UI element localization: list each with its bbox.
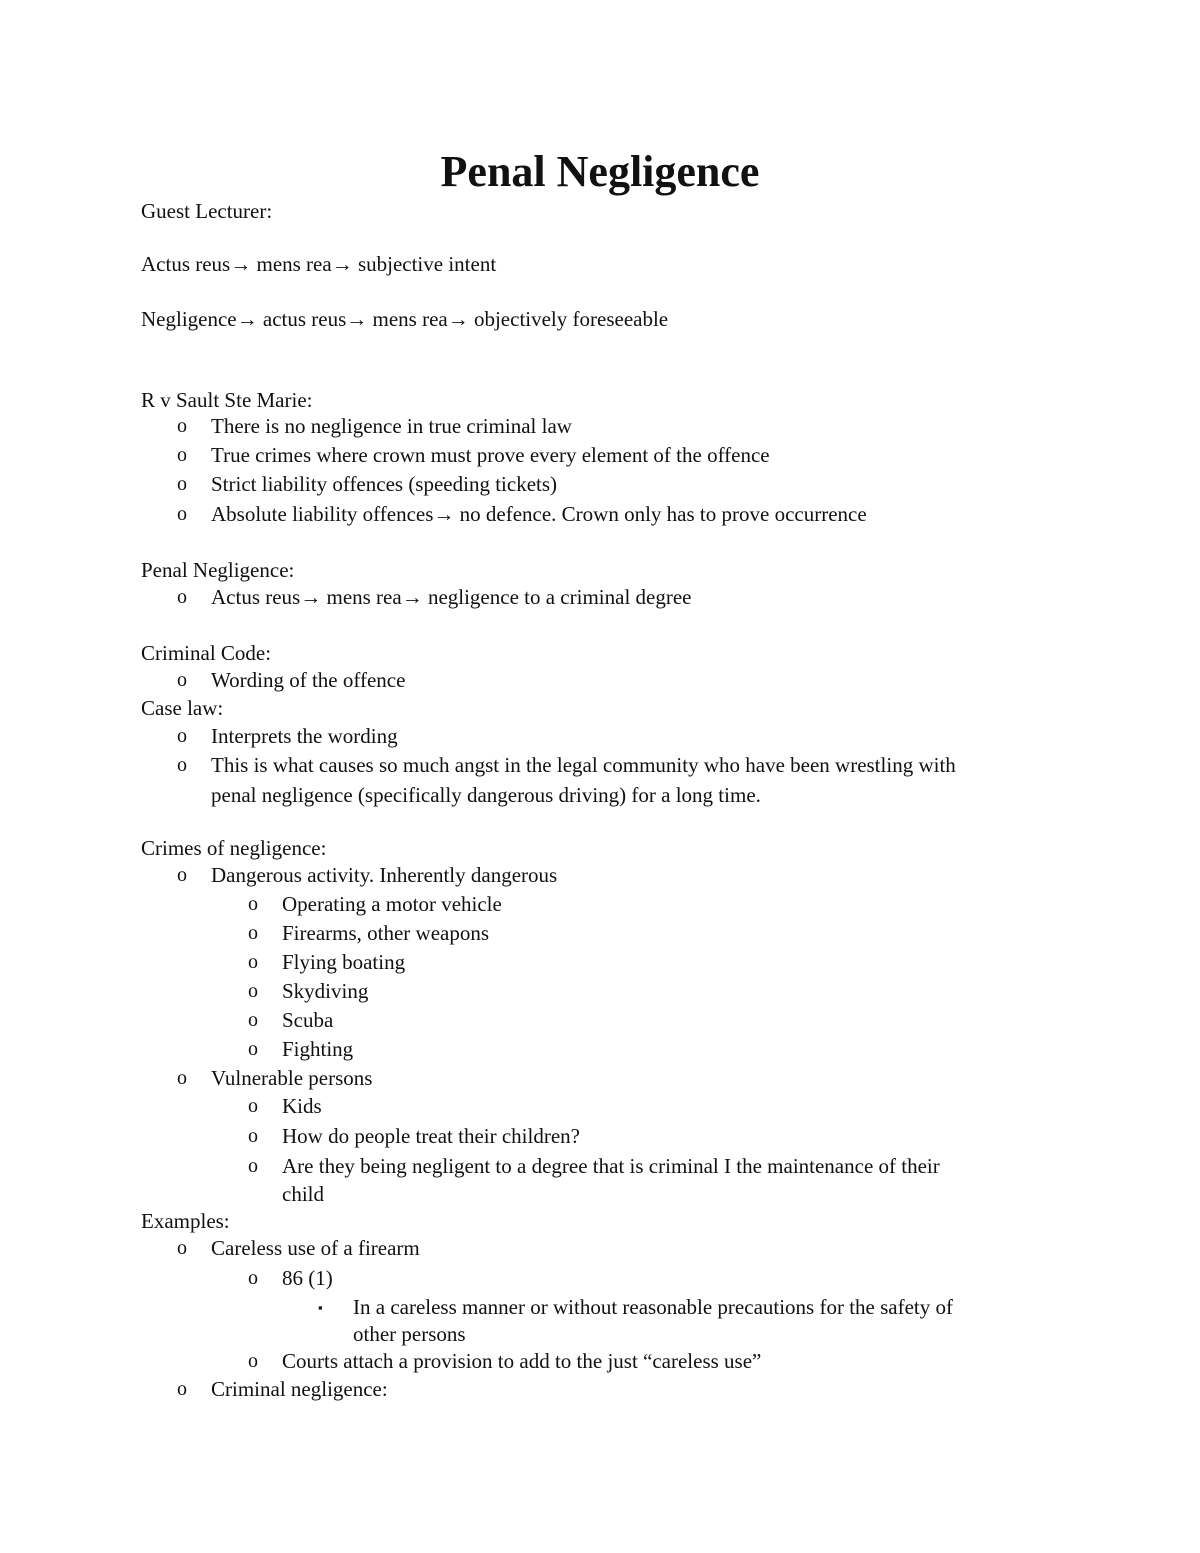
section-detail: In a careless manner or without reasonable precautions for the safety of — [353, 1295, 954, 1319]
section-86-1: 86 (1) — [282, 1266, 333, 1290]
sub-bullet-icon: o — [248, 922, 258, 944]
sub-bullet-icon: o — [248, 1125, 258, 1147]
dangerous-item-4: Skydiving — [282, 979, 369, 1003]
bullet-icon: o — [177, 864, 187, 886]
bullet-icon: o — [177, 669, 187, 691]
penal-heading: Penal Negligence: — [141, 558, 295, 582]
sub-bullet-icon: o — [248, 980, 258, 1002]
vulnerable-item-2: How do people treat their children? — [282, 1124, 580, 1148]
caselaw-item-2-continued: penal negligence (specifically dangerous driving) for a long time. — [211, 783, 761, 807]
sault-item-3: Strict liability offences (speeding tickets) — [211, 472, 558, 496]
bullet-icon: o — [177, 503, 187, 525]
sub-bullet-icon: o — [248, 1155, 258, 1177]
sub-bullet-icon: o — [248, 1350, 258, 1372]
vulnerable-item-3: Are they being negligent to a degree that is criminal I the maintenance of their — [282, 1154, 940, 1178]
caselaw-item-1: Interprets the wording — [211, 724, 398, 748]
bullet-icon: o — [177, 444, 187, 466]
dangerous-item-2: Firearms, other weapons — [282, 921, 490, 945]
dangerous-item-1: Operating a motor vehicle — [282, 892, 502, 916]
vulnerable-persons: Vulnerable persons — [211, 1066, 373, 1090]
dangerous-item-6: Fighting — [282, 1037, 354, 1061]
crimes-heading: Crimes of negligence: — [141, 836, 327, 860]
bullet-icon: o — [177, 1237, 187, 1259]
sub-bullet-icon: o — [248, 1009, 258, 1031]
penal-item-1: Actus reus→ mens rea→ negligence to a criminal degree — [211, 585, 692, 609]
dangerous-activity: Dangerous activity. Inherently dangerous — [211, 863, 558, 887]
examples-heading: Examples: — [141, 1209, 230, 1233]
careless-use: Careless use of a firearm — [211, 1236, 420, 1260]
caselaw-item-2: This is what causes so much angst in the legal community who have been wrestling with — [211, 753, 956, 777]
criminal-negligence: Criminal negligence: — [211, 1377, 388, 1401]
sault-item-1: There is no negligence in true criminal law — [211, 414, 572, 438]
section-detail-continued: other persons — [353, 1322, 466, 1346]
guest-lecturer-label: Guest Lecturer: — [141, 199, 273, 223]
actus-reus-line: Actus reus→ mens rea→ subjective intent — [141, 252, 497, 276]
sault-heading: R v Sault Ste Marie: — [141, 388, 313, 412]
bullet-icon: o — [177, 754, 187, 776]
vulnerable-item-3-continued: child — [282, 1182, 324, 1206]
sub-bullet-icon: o — [248, 951, 258, 973]
caselaw-heading: Case law: — [141, 696, 224, 720]
sub-bullet-icon: o — [248, 1267, 258, 1289]
dangerous-item-3: Flying boating — [282, 950, 406, 974]
bullet-icon: o — [177, 586, 187, 608]
courts-provision: Courts attach a provision to add to the just “careless use” — [282, 1349, 762, 1373]
sault-item-2: True crimes where crown must prove every element of the offence — [211, 443, 770, 467]
vulnerable-item-1: Kids — [282, 1094, 322, 1118]
bullet-icon: o — [177, 415, 187, 437]
square-bullet-icon: ▪ — [318, 1300, 323, 1315]
bullet-icon: o — [177, 1067, 187, 1089]
dangerous-item-5: Scuba — [282, 1008, 334, 1032]
code-item-1: Wording of the offence — [211, 668, 406, 692]
negligence-line: Negligence→ actus reus→ mens rea→ objectively foreseeable — [141, 307, 669, 331]
sub-bullet-icon: o — [248, 1095, 258, 1117]
sub-bullet-icon: o — [248, 1038, 258, 1060]
bullet-icon: o — [177, 725, 187, 747]
code-heading: Criminal Code: — [141, 641, 272, 665]
page-title: Penal Negligence — [440, 147, 760, 196]
sub-bullet-icon: o — [248, 893, 258, 915]
sault-item-4: Absolute liability offences→ no defence. Crown only has to prove occurrence — [211, 502, 867, 526]
bullet-icon: o — [177, 1378, 187, 1400]
bullet-icon: o — [177, 473, 187, 495]
